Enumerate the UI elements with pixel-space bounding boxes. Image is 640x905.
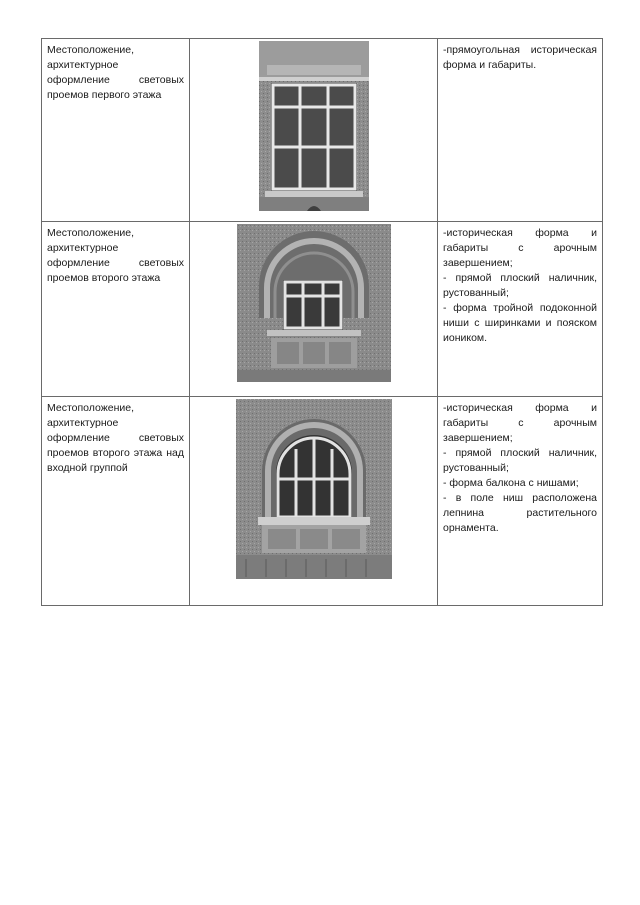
location-cell <box>42 397 190 606</box>
table-row <box>42 39 603 222</box>
location-cell <box>42 39 190 222</box>
features-table <box>41 38 603 606</box>
table-row <box>42 222 603 397</box>
location-text: Местоположение, архитектурное оформление световых проемов второго этажа над входной группой <box>47 402 184 474</box>
location-text: Местоположение, архитектурное оформление световых проемов первого этажа <box>47 44 184 101</box>
photo-cell <box>190 222 438 397</box>
features-cell <box>438 397 603 606</box>
feature-item: - прямой плоский наличник, рустованный; <box>443 447 597 474</box>
location-text: Местоположение, архитектурное оформление световых проемов второго этажа <box>47 227 184 284</box>
location-cell <box>42 222 190 397</box>
feature-item: -историческая форма и габариты с арочным завершением; <box>443 402 597 444</box>
feature-item: - форма балкона с нишами; <box>443 477 579 489</box>
features-list <box>443 226 597 346</box>
feature-item: - прямой плоский наличник, рустованный; <box>443 272 597 299</box>
photo-cell <box>190 397 438 606</box>
photo-cell <box>190 39 438 222</box>
window-photo-entrance-group <box>236 399 392 579</box>
features-list <box>443 43 597 73</box>
features-cell <box>438 222 603 397</box>
feature-item: - форма тройной подоконной ниши с ширинками и пояском иоником. <box>443 302 597 344</box>
features-list <box>443 401 597 536</box>
window-photo-first-floor <box>259 41 369 211</box>
table-row <box>42 397 603 606</box>
features-cell <box>438 39 603 222</box>
feature-item: -историческая форма и габариты с арочным завершением; <box>443 227 597 269</box>
feature-item: - в поле ниш расположена лепнина растительного орнамента. <box>443 492 597 534</box>
window-photo-second-floor <box>237 224 391 382</box>
feature-item: -прямоугольная историческая форма и габариты. <box>443 44 597 71</box>
